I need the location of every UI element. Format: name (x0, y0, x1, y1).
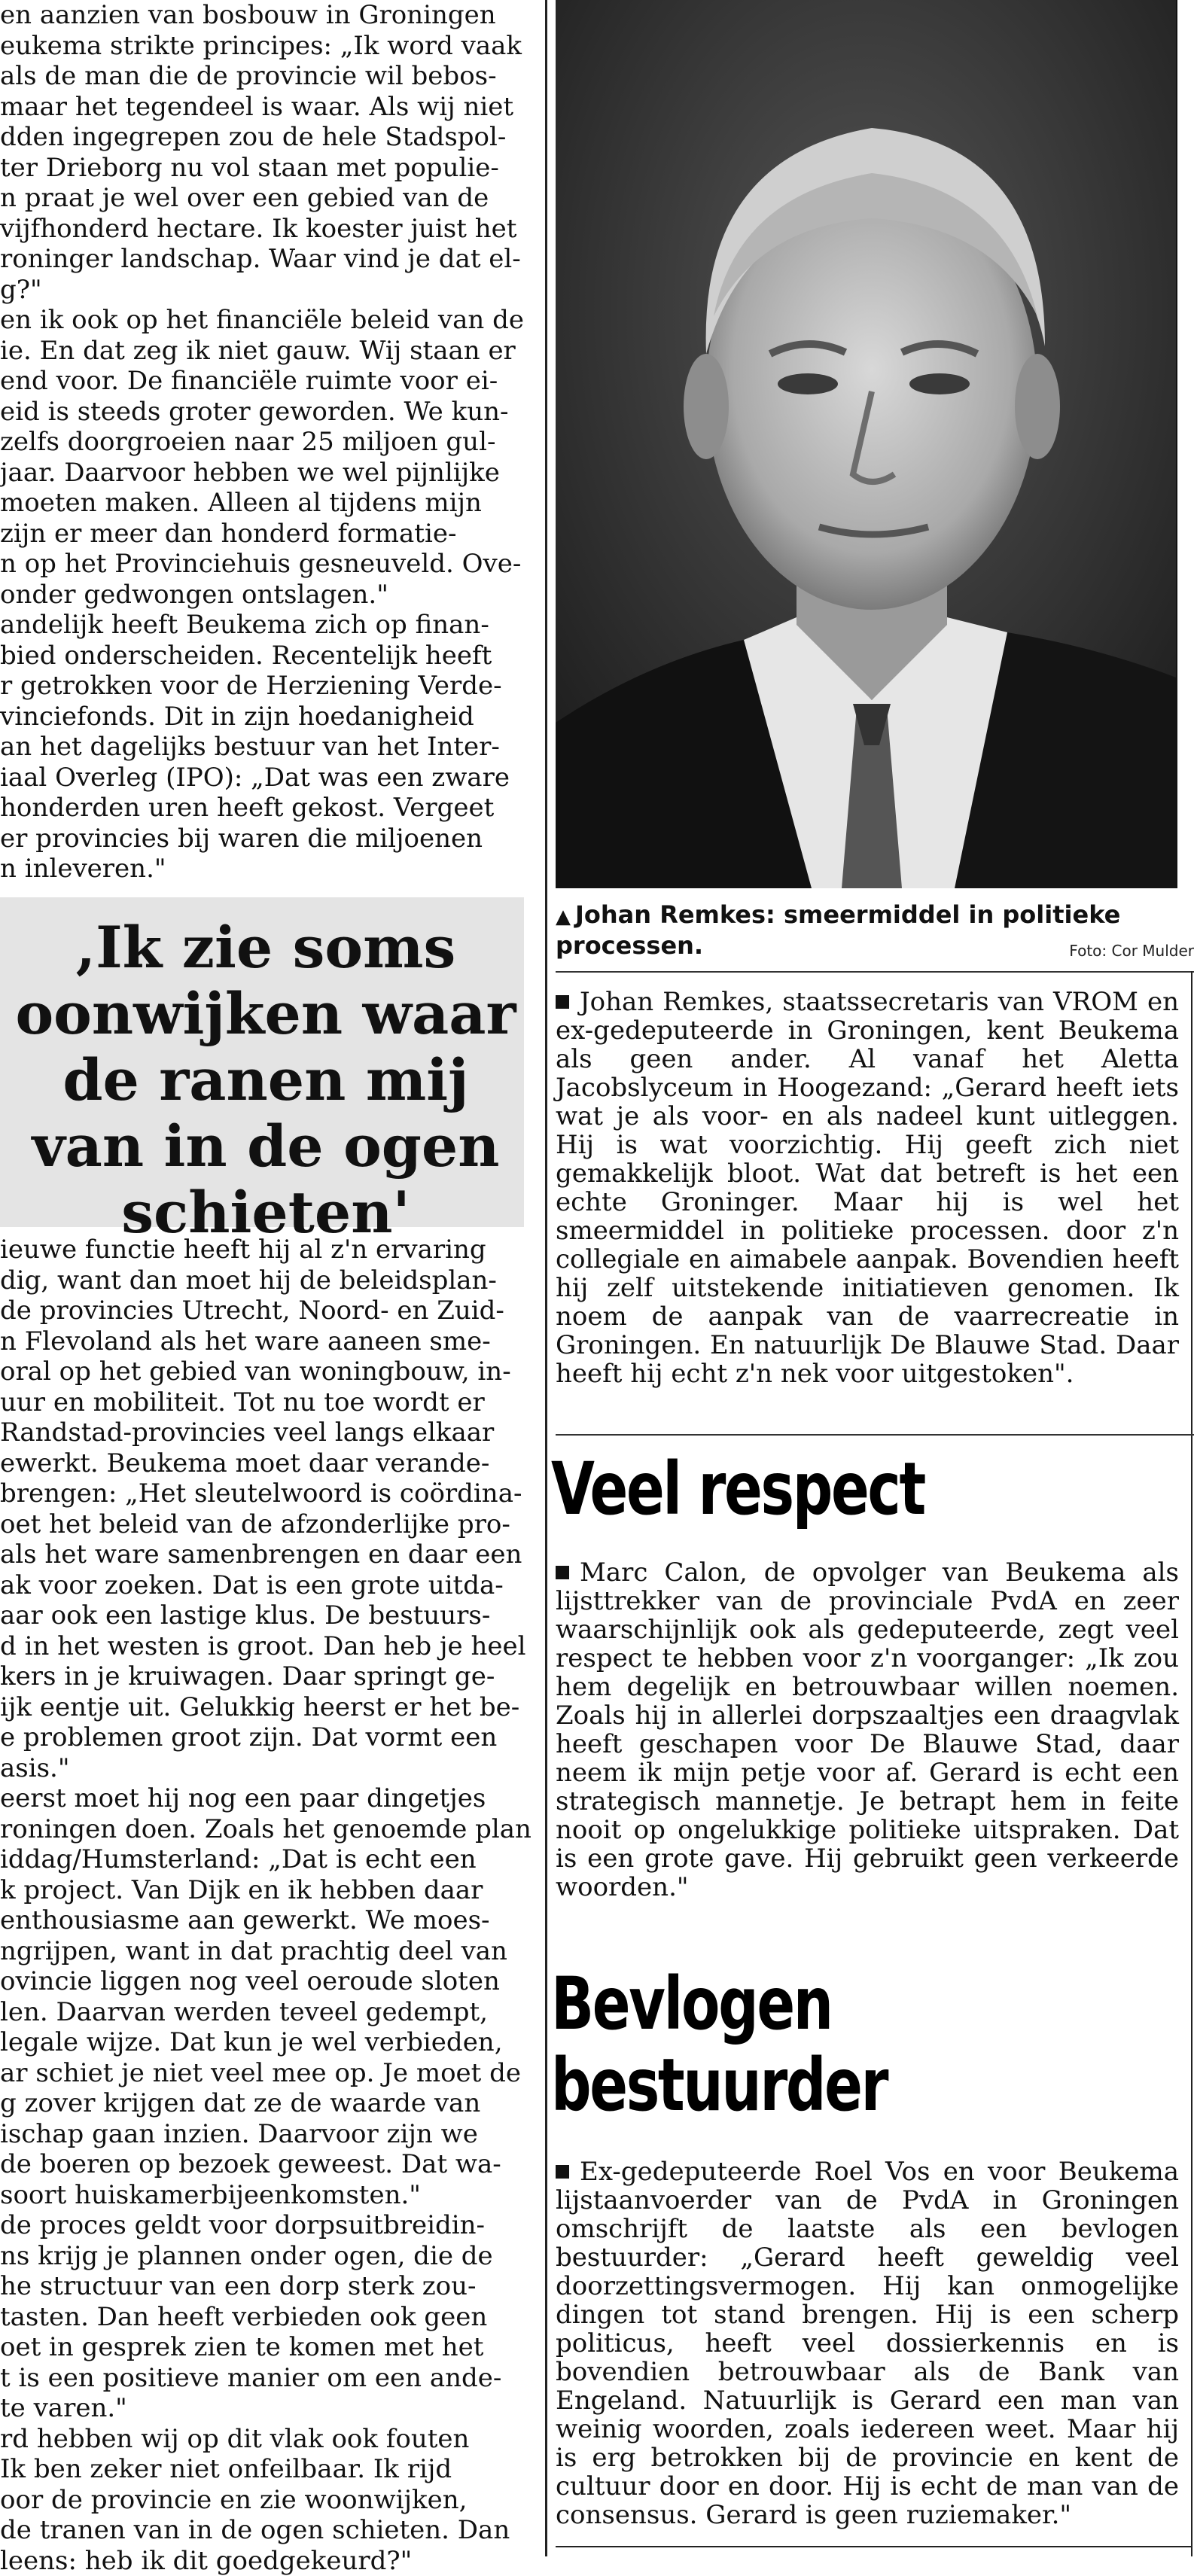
text-line: soort huiskamerbijeenkomsten." (0, 2180, 532, 2211)
text-line: de provincies Utrecht, Noord- en Zuid- (0, 1296, 532, 1326)
text-line: eid is steeds groter geworden. We kun- (0, 397, 532, 428)
text-line: tasten. Dan heeft verbieden ook geen (0, 2302, 532, 2333)
caption-triangle-icon: ▲ (556, 906, 571, 928)
text-line: asis." (0, 1753, 532, 1784)
text-line: leens: heb ik dit goedgekeurd?" (0, 2546, 532, 2576)
text-line: als de man die de provincie wil bebos- (0, 61, 532, 92)
text-line: Ik ben zeker niet onfeilbaar. Ik rijd (0, 2454, 532, 2485)
text-line: oor de provincie en zie woonwijken, (0, 2485, 532, 2516)
text-line: he structuur van een dorp sterk zou- (0, 2271, 532, 2302)
text-line: d in het westen is groot. Dan heb je heel (0, 1631, 532, 1662)
text-line: g?" (0, 275, 532, 306)
text-line: eerst moet hij nog een paar dingetjes (0, 1783, 532, 1814)
text-line: te varen." (0, 2393, 532, 2424)
text-line: n inleveren." (0, 854, 532, 885)
bullet-square-icon (556, 2165, 569, 2179)
text-line: uur en mobiliteit. Tot nu toe wordt er (0, 1387, 532, 1418)
text-line: dden ingegrepen zou de hele Stadspol- (0, 122, 532, 153)
text-line: vijfhonderd hectare. Ik koester juist het (0, 214, 532, 245)
portrait-photo (556, 0, 1177, 888)
text-line: ovincie liggen nog veel oeroude sloten (0, 1966, 532, 1997)
text-line: ewerkt. Beukema moet daar verande- (0, 1448, 532, 1479)
vos-text: Ex-gedeputeerde Roel Vos en voor Beukema lijstaanvoerder van de PvdA in Groningen omschrijft de laatste als een bevlogen bestuurder: „Gerard heeft geweldig veel doorzettingsvermogen. Hij kan onmogelijke dingen tot stand brengen. Hij is een scherp politicus, heeft veel dossierkennis en is bovendien betrouwbaar als de Bank van Engeland. Natuurlijk is Gerard een man van weinig woorden, zoals iedereen weet. Maar hij is erg betrokken bij de provincie en kent de cultuur door en door. Hij is echt de man van de consensus. Gerard is geen ruziemaker." (556, 2157, 1179, 2530)
text-line: er provincies bij waren die miljoenen (0, 824, 532, 854)
heading-bevlogen: Bevlogen (551, 1966, 832, 2042)
caption-text: Johan Remkes: smeermiddel in politieke processen. (556, 900, 1120, 960)
remkes-text: Johan Remkes, staatssecretaris van VROM en ex-gedeputeerde in Groningen, kent Beukema als geen ander. Al vanaf het Aletta Jacobslyceum in Hoogezand: „Gerard heeft iets wat je als voor- en als nadeel kunt uitleggen. Hij is wat voorzichtig. Hij geeft zich niet gemakkelijk bloot. Wat dat betreft is het een echte Groninger. Maar hij is wel het smeermiddel in politieke processen. door z'n collegiale en aimabele aanpak. Bovendien heeft hij zelf uitstekende initiatieven genomen. Ik noem de aanpak van de vaarrecreatie in Groningen. En natuurlijk De Blauwe Stad. Daar heeft hij echt z'n nek voor uitgestoken". (556, 987, 1179, 1389)
text-line: de proces geldt voor dorpsuitbreidin- (0, 2210, 532, 2241)
text-line: als het ware samenbrengen en daar een (0, 1539, 532, 1570)
text-line: moeten maken. Alleen al tijdens mijn (0, 488, 532, 519)
left-column (0, 0, 532, 2556)
text-line: ns krijg je plannen onder ogen, die de (0, 2241, 532, 2272)
text-line: g zover krijgen dat ze de waarde van (0, 2088, 532, 2119)
text-line: end voor. De financiële ruimte voor ei- (0, 366, 532, 397)
text-line: an het dagelijks bestuur van het Inter- (0, 732, 532, 763)
text-line: oral op het gebied van woningbouw, in- (0, 1357, 532, 1387)
text-line: iddag/Humsterland: „Dat is echt een (0, 1844, 532, 1875)
bullet-square-icon (556, 1566, 569, 1579)
vos-paragraph (556, 2157, 1179, 2529)
text-line: ischap gaan inzien. Daarvoor zijn we (0, 2119, 532, 2150)
text-line: ngrijpen, want in dat prachtig deel van (0, 1936, 532, 1967)
text-line: honderden uren heeft gekost. Vergeet (0, 793, 532, 824)
text-line: en ik ook op het financiële beleid van de (0, 305, 532, 336)
text-line: zelfs doorgroeien naar 25 miljoen gul- (0, 427, 532, 458)
column-divider (545, 0, 547, 2556)
left-lower-text (0, 1235, 532, 2576)
text-line: ak voor zoeken. Dat is een grote uitda- (0, 1570, 532, 1601)
bullet-square-icon (556, 995, 569, 1009)
text-line: de boeren op bezoek geweest. Dat wa- (0, 2149, 532, 2180)
text-line: rd hebben wij op dit vlak ook fouten (0, 2424, 532, 2455)
text-line: e problemen groot zijn. Dat vormt een (0, 1722, 532, 1753)
text-line: zijn er meer dan honderd formatie- (0, 519, 532, 550)
text-line: ter Drieborg nu vol staan met populie- (0, 153, 532, 184)
text-line: r getrokken voor de Herziening Verde- (0, 671, 532, 702)
calon-paragraph (556, 1558, 1179, 1902)
text-line: legale wijze. Dat kun je wel verbieden, (0, 2027, 532, 2058)
text-line: oet het beleid van de afzonderlijke pro- (0, 1509, 532, 1540)
text-line: de tranen van in de ogen schieten. Dan (0, 2515, 532, 2546)
text-line: ijk eentje uit. Gelukkig heerst er het be- (0, 1692, 532, 1723)
text-line: roningen doen. Zoals het genoemde plan (0, 1814, 532, 1845)
text-line: dig, want dan moet hij de beleidsplan- (0, 1265, 532, 1296)
text-line: ieuwe functie heeft hij al z'n ervaring (0, 1235, 532, 1265)
heading-bestuurder: bestuurder (551, 2048, 887, 2123)
text-line: n Flevoland als het ware aaneen sme- (0, 1326, 532, 1357)
remkes-paragraph (556, 988, 1179, 1388)
left-upper-text (0, 0, 532, 885)
text-line: brengen: „Het sleutelwoord is coördina- (0, 1478, 532, 1509)
box-frame-bottom (556, 2546, 1192, 2547)
text-line: vinciefonds. Dit in zijn hoedanigheid (0, 702, 532, 732)
text-line: onder gedwongen ontslagen." (0, 580, 532, 611)
calon-text: Marc Calon, de opvolger van Beukema als lijsttrekker van de provinciale PvdA en zeer waarschijnlijk ook als gedeputeerde, zegt veel respect te hebben voor z'n voorganger: „Ik zou hem degelijk en betrouwbaar willen noemen. Zoals hij in allerlei dorpszaaltjes een draagvlak heeft geschapen voor De Blauwe Stad, daar neem ik mijn petje voor af. Gerard is echt een strategisch mannetje. Je betrapt hem in feite nooit op ongelukkige politieke uitspraken. Dat is een grote gave. Hij gebruikt geen verkeerde woorden." (556, 1557, 1179, 1902)
text-line: en aanzien van bosbouw in Groningen (0, 0, 532, 31)
text-line: eukema strikte principes: „Ik word vaak (0, 31, 532, 62)
text-line: ar schiet je niet veel mee op. Je moet de (0, 2058, 532, 2089)
caption-rule (556, 971, 1194, 973)
text-line: iaal Overleg (IPO): „Dat was een zware (0, 763, 532, 793)
photo-credit: Foto: Cor Mulder (1069, 942, 1194, 960)
text-line: bied onderscheiden. Recentelijk heeft (0, 641, 532, 671)
text-line: k project. Van Dijk en ik hebben daar (0, 1875, 532, 1906)
text-line: maar het tegendeel is waar. Als wij niet (0, 92, 532, 123)
text-line: Randstad-provincies veel langs elkaar (0, 1417, 532, 1448)
heading-veel-respect: Veel respect (551, 1451, 924, 1527)
text-line: t is een positieve manier om een ande- (0, 2363, 532, 2394)
text-line: jaar. Daarvoor hebben we wel pijnlijke (0, 458, 532, 489)
portrait-illustration (556, 0, 1176, 888)
text-line: len. Daarvan werden teveel gedempt, (0, 1997, 532, 2028)
text-line: oet in gesprek zien te komen met het (0, 2332, 532, 2363)
box-frame-right (1191, 971, 1192, 2556)
text-line: enthousiasme aan gewerkt. We moes- (0, 1905, 532, 1936)
text-line: n op het Provinciehuis gesneuveld. Ove- (0, 549, 532, 580)
text-line: aar ook een lastige klus. De bestuurs- (0, 1600, 532, 1631)
text-line: ie. En dat zeg ik niet gauw. Wij staan er (0, 336, 532, 367)
pull-quote: ,Ik zie soms oonwijken waar de ranen mij van in de ogen schieten' (0, 915, 532, 1246)
text-line: kers in je kruiwagen. Daar springt ge- (0, 1661, 532, 1692)
text-line: n praat je wel over een gebied van de (0, 183, 532, 214)
section-rule (556, 1434, 1194, 1436)
text-line: roninger landschap. Waar vind je dat el- (0, 244, 532, 275)
text-line: andelijk heeft Beukema zich op finan- (0, 610, 532, 641)
